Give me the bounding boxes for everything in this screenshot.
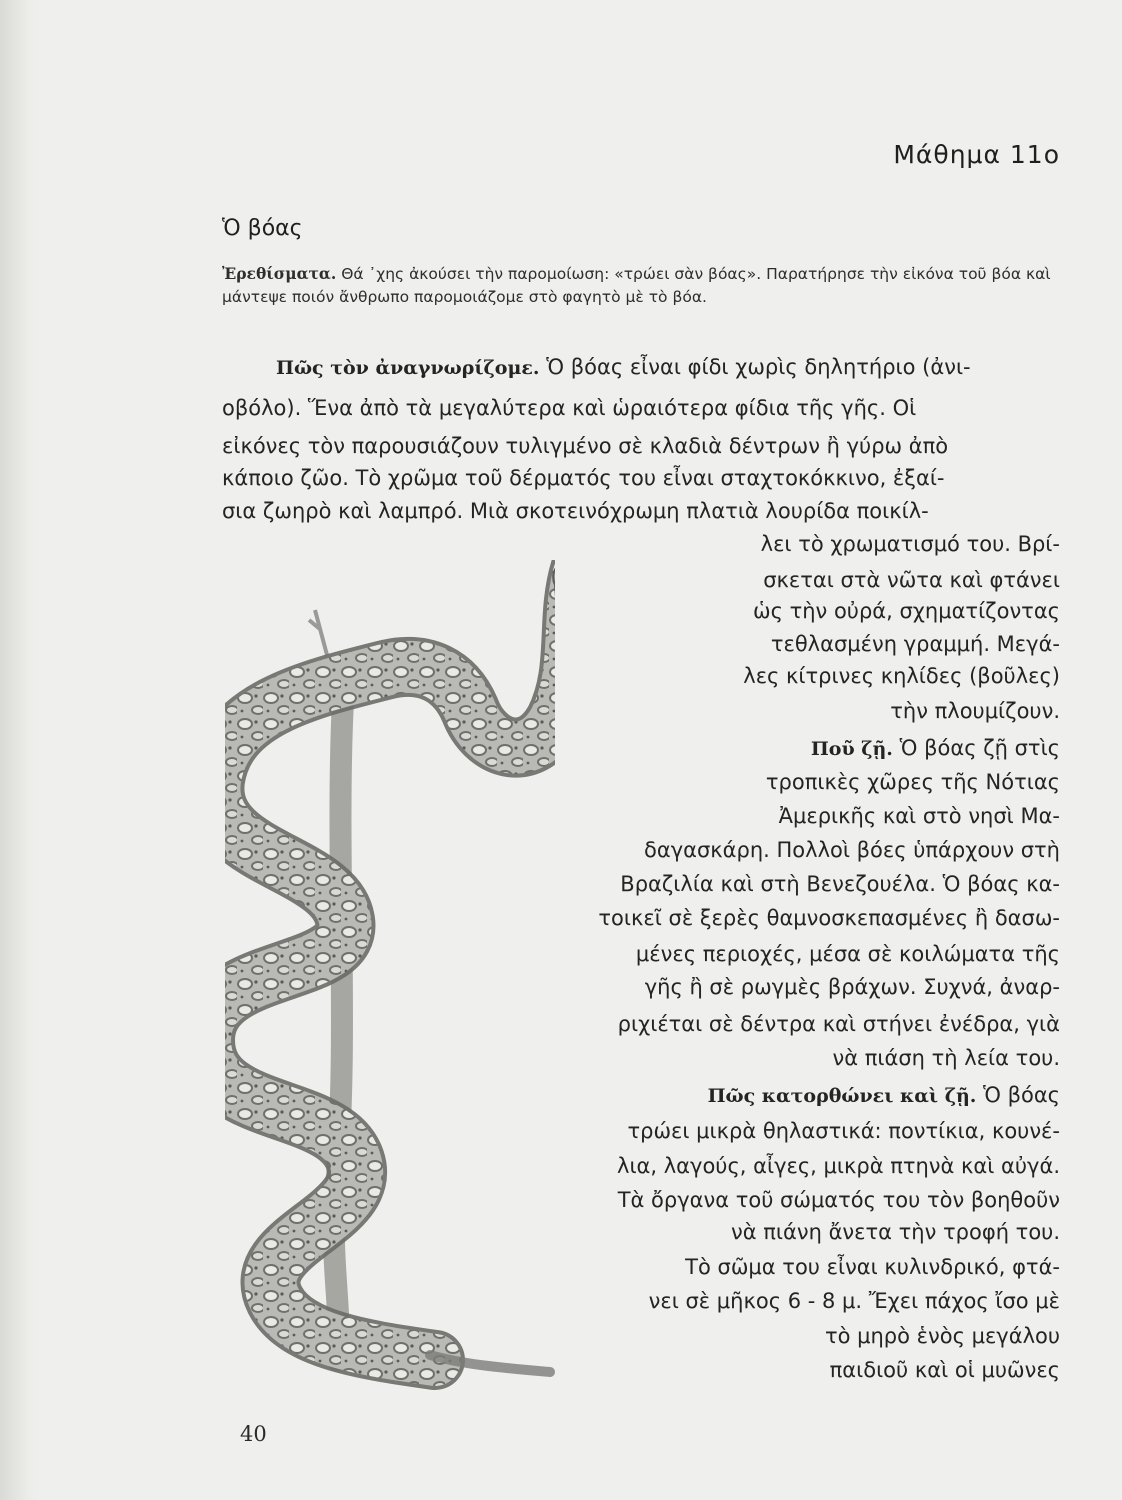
boa-illustration (225, 560, 555, 1390)
body-line: δαγασκάρη. Πολλοὶ βόες ὑπάρχουν στὴ (644, 838, 1060, 862)
body-line-text: οβόλο). Ἕνα ἀπὸ τὰ μεγαλύτερα καὶ ὡραιότερα φίδια τῆς γῆς. Οἱ (222, 396, 917, 420)
body-line: λες κίτρινες κηλίδες (βοῦλες) (743, 664, 1060, 688)
body-line (708, 1078, 1060, 1112)
section-title: Ὁ βόας (222, 216, 303, 241)
body-line-text: εἰκόνες τὸν παρουσιάζουν τυλιγμένο σὲ κλαδιὰ δέντρων ἢ γύρω ἀπὸ (222, 434, 949, 458)
body-line: Βραζιλία καὶ στὴ Βενεζουέλα. Ὁ βόας κα- (620, 872, 1060, 896)
body-line (222, 429, 1060, 463)
body-line: παιδιοῦ καὶ οἱ μυῶνες (829, 1358, 1060, 1382)
body-line: τροπικὲς χῶρες τῆς Νότιας (765, 770, 1060, 794)
body-line: λει τὸ χρωματισμό του. Βρί- (760, 532, 1060, 556)
body-line: νὰ πιάνη ἄνετα τὴν τροφή του. (731, 1220, 1060, 1244)
body-line: τρώει μικρὰ θηλαστικά: ποντίκια, κουνέ- (627, 1119, 1060, 1143)
body-line-text: κάποιο ζῶο. Τὸ χρῶμα τοῦ δέρματός του εἶναι σταχτοκόκκινο, ἐξαί- (222, 466, 945, 490)
subheading-habitat: Ποῦ ζῇ. (810, 738, 893, 760)
subheading-survival: Πῶς κατορθώνει καὶ ζῇ. (707, 1085, 977, 1107)
body-line (222, 391, 1060, 425)
lesson-title: Μάθημα 11ο (893, 140, 1060, 169)
page-edge-shadow (0, 0, 40, 1500)
intro-text: Θά ᾽χης ἀκούσει τὴν παρομοίωση: «τρώει σὰν βόας». Παρατήρησε τὴν εἰκόνα τοῦ βόα καὶ μάντεψε ποιόν ἄνθρωπο παρομοιάζομε στὸ φαγητὸ μὲ τὸ βόα. (222, 265, 1051, 306)
intro-paragraph (222, 262, 1060, 309)
body-line: τὴν πλουμίζουν. (890, 699, 1060, 723)
body-line: ὡς τὴν οὐρά, σχηματίζοντας (753, 599, 1060, 623)
subheading-recognition: Πῶς τὸν ἀναγνωρίζομε. (276, 357, 540, 379)
body-line: νὰ πιάση τὴ λεία του. (832, 1046, 1060, 1070)
body-line: ριχιέται σὲ δέντρα καὶ στήνει ἐνέδρα, γιὰ (617, 1012, 1060, 1036)
body-line (222, 494, 1060, 528)
body-line: λια, λαγούς, αἶγες, μικρὰ πτηνὰ καὶ αὐγά. (617, 1154, 1060, 1178)
body-line: τὸ μηρὸ ἑνὸς μεγάλου (824, 1324, 1060, 1348)
body-line (222, 461, 1060, 495)
body-line (222, 350, 1060, 384)
body-line: Ἀμερικῆς καὶ στὸ νησὶ Μα- (778, 804, 1060, 828)
body-line-text: Ὁ βόας εἶναι φίδι χωρὶς δηλητήριο (ἀνι- (546, 355, 971, 379)
intro-label: Ἐρεθίσματα. (222, 264, 337, 283)
body-line-text: σια ζωηρὸ καὶ λαμπρό. Μιὰ σκοτεινόχρωμη πλατιὰ λουρίδα ποικίλ- (222, 499, 929, 523)
body-line: γῆς ἢ σὲ ρωγμὲς βράχων. Συχνά, ἀναρ- (644, 975, 1060, 999)
body-line: τεθλασμένη γραμμή. Μεγά- (770, 632, 1060, 656)
body-line: τοικεῖ σὲ ξερὲς θαμνοσκεπασμένες ἢ δασω- (598, 906, 1060, 930)
page-number: 40 (240, 1422, 267, 1446)
body-line-text: Ὁ βόας ζῇ στὶς (899, 736, 1060, 760)
body-line (811, 731, 1060, 765)
body-line-text: Ὁ βόας (983, 1083, 1060, 1107)
body-line: Τὰ ὄργανα τοῦ σώματός του τὸν βοηθοῦν (617, 1188, 1060, 1212)
body-line: μένες περιοχές, μέσα σὲ κοιλώματα τῆς (635, 942, 1060, 966)
body-line: νει σὲ μῆκος 6 - 8 μ. Ἔχει πάχος ἴσο μὲ (648, 1289, 1060, 1313)
body-line: σκεται στὰ νῶτα καὶ φτάνει (763, 568, 1060, 592)
body-line: Τὸ σῶμα του εἶναι κυλινδρικό, φτά- (685, 1255, 1060, 1279)
